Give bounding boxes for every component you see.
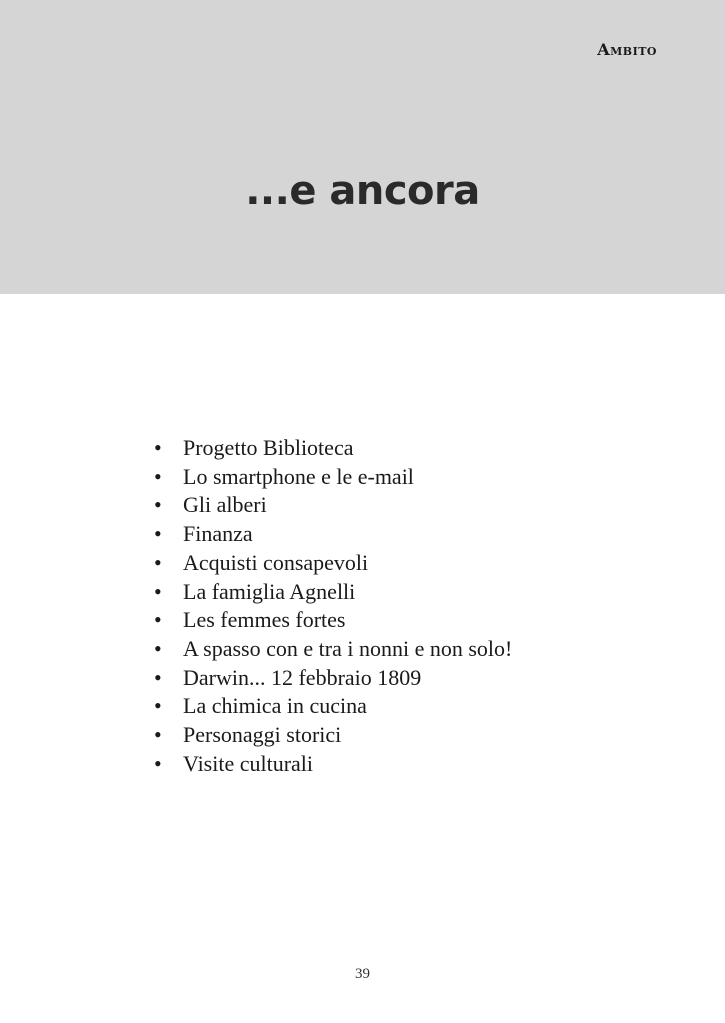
topic-list	[154, 434, 512, 778]
list-item	[154, 520, 512, 549]
section-label: Ambito	[597, 40, 657, 59]
bullet: •	[154, 521, 162, 547]
list-item-text: Personaggi storici	[183, 722, 342, 748]
list-item	[154, 463, 512, 492]
list-item-text: Les femmes fortes	[183, 607, 346, 633]
bullet: •	[154, 664, 162, 690]
list-item	[154, 750, 512, 779]
list-item-text: La famiglia Agnelli	[183, 578, 356, 604]
list-item-text: Progetto Biblioteca	[183, 435, 354, 460]
bullet: •	[154, 693, 162, 719]
list-item	[154, 549, 512, 578]
list-item	[154, 692, 512, 721]
list-item-text: Acquisti consapevoli	[183, 549, 369, 575]
page-title: ...e ancora	[245, 168, 480, 214]
bullet: •	[154, 635, 162, 661]
bullet: •	[154, 750, 162, 776]
header-band	[0, 0, 725, 294]
bullet: •	[154, 463, 162, 489]
list-item-text: Gli alberi	[183, 492, 267, 518]
list-item	[154, 578, 512, 607]
list-item	[154, 491, 512, 520]
list-item	[154, 721, 512, 750]
list-item-text: Finanza	[183, 521, 253, 547]
bullet: •	[154, 607, 162, 633]
list-item	[154, 635, 512, 664]
list-item	[154, 434, 512, 463]
bullet: •	[154, 492, 162, 518]
bullet: •	[154, 435, 162, 460]
bullet: •	[154, 549, 162, 575]
list-item-text: La chimica in cucina	[183, 693, 367, 719]
list-item-text: Visite culturali	[183, 750, 314, 776]
bullet: •	[154, 722, 162, 748]
list-item	[154, 606, 512, 635]
list-item-text: Darwin... 12 febbraio 1809	[183, 664, 422, 690]
bullet: •	[154, 578, 162, 604]
list-item	[154, 664, 512, 693]
list-item-text: Lo smartphone e le e-mail	[183, 463, 414, 489]
page-number: 39	[355, 966, 370, 982]
list-item-text: A spasso con e tra i nonni e non solo!	[183, 635, 513, 661]
